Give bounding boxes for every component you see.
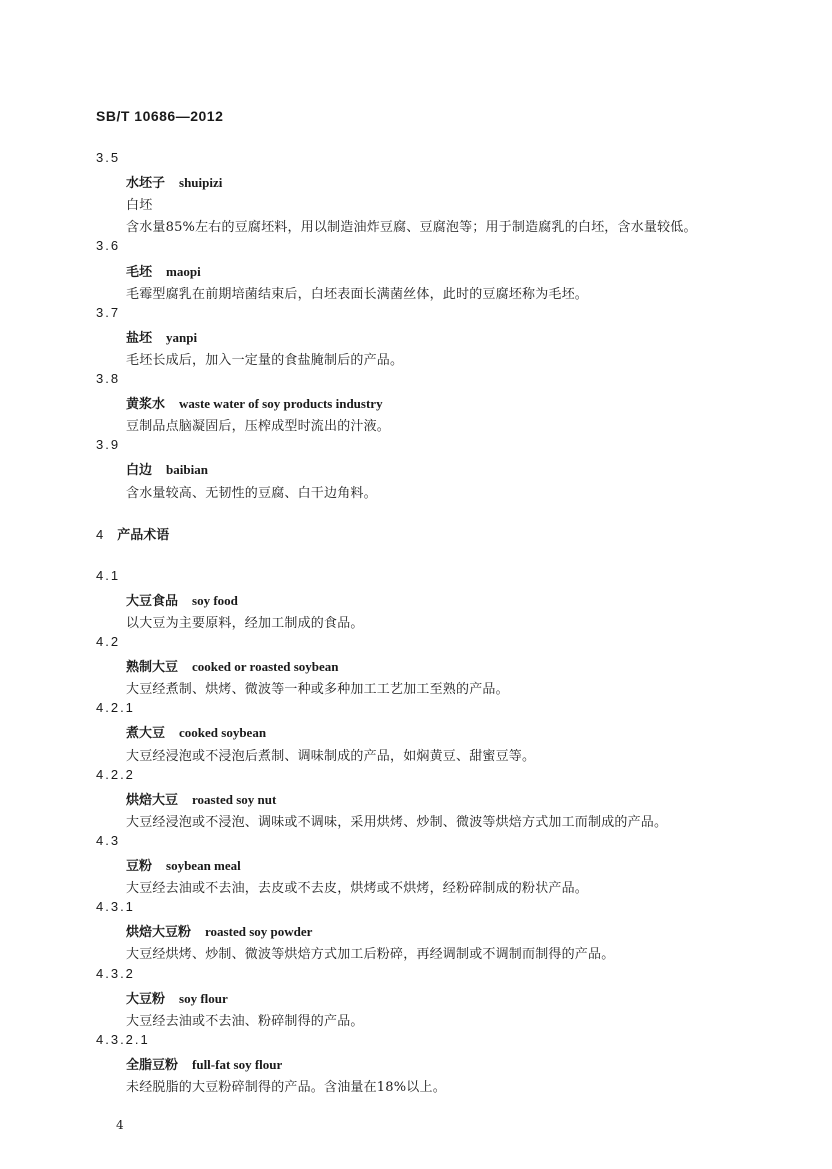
term-en: soy flour <box>179 990 228 1006</box>
clause-number: 4.1 <box>96 567 121 583</box>
term-en: yanpi <box>166 329 198 345</box>
term-definition: 白坯 <box>126 198 153 214</box>
term-heading <box>126 722 266 741</box>
clause-number: 4.3 <box>96 832 121 848</box>
term-heading <box>126 393 383 412</box>
term-en: shuipizi <box>179 175 223 191</box>
term-heading <box>126 1054 282 1073</box>
term-zh: 大豆食品 <box>126 593 179 609</box>
term-heading <box>126 656 339 675</box>
term-en: roasted soy nut <box>192 791 277 807</box>
section-number: 4 <box>96 526 104 542</box>
term-heading <box>126 789 276 808</box>
term-definition: 豆制品点脑凝固后，压榨成型时流出的汁液。 <box>126 419 391 435</box>
term-en: maopi <box>166 263 201 279</box>
term-definition: 未经脱脂的大豆粉碎制得的产品。含油量在18%以上。 <box>126 1080 446 1095</box>
term-en: roasted soy powder <box>205 924 313 940</box>
term-en: soybean meal <box>166 858 241 873</box>
document-header: SB/T 10686—2012 <box>96 108 224 124</box>
clause-number: 4.3.2.1 <box>96 1031 150 1047</box>
term-zh: 盐坯 <box>126 330 153 346</box>
term-definition: 大豆经去油或不去油，去皮或不去皮，烘烤或不烘烤，经粉碎制成的粉状产品。 <box>126 881 589 897</box>
term-definition: 大豆经浸泡或不浸泡后煮制、调味制成的产品，如焖黄豆、甜蜜豆等。 <box>126 748 536 764</box>
term-zh: 全脂豆粉 <box>126 1057 179 1073</box>
clause-number: 3.6 <box>96 238 121 254</box>
term-heading <box>126 921 312 940</box>
term-en: baibian <box>166 462 208 478</box>
term-en: cooked or roasted soybean <box>192 659 339 675</box>
term-heading <box>126 590 238 609</box>
term-zh: 烘焙大豆粉 <box>126 925 192 941</box>
clause-number: 4.3.2 <box>96 965 135 981</box>
term-heading <box>126 459 208 478</box>
term-zh: 黄浆水 <box>126 397 166 413</box>
term-zh: 煮大豆 <box>126 726 166 742</box>
clause-number: 3.5 <box>96 150 121 165</box>
term-definition: 含水量85%左右的豆腐坯料，用以制造油炸豆腐、豆腐泡等；用于制造腐乳的白坯，含水量较低。 <box>126 220 697 236</box>
term-definition: 大豆经去油或不去油、粉碎制得的产品。 <box>126 1013 364 1029</box>
term-definition: 大豆经煮制、烘烤、微波等一种或多种加工工艺加工至熟的产品。 <box>126 682 509 698</box>
term-definition: 含水量较高、无韧性的豆腐、白干边角料。 <box>126 485 377 501</box>
term-heading <box>126 327 197 346</box>
clause-number: 4.2 <box>96 634 121 649</box>
term-definition: 大豆经烘烤、炒制、微波等烘焙方式加工后粉碎，再经调制或不调制而制得的产品。 <box>126 947 615 963</box>
term-heading <box>126 988 228 1007</box>
term-zh: 白边 <box>126 463 153 479</box>
term-en: waste water of soy products industry <box>179 396 383 412</box>
clause-number: 3.7 <box>96 304 121 320</box>
term-en: soy food <box>192 592 238 608</box>
term-en: full-fat soy flour <box>192 1056 283 1072</box>
clause-number: 3.8 <box>96 371 121 386</box>
term-zh: 熟制大豆 <box>126 660 179 676</box>
clause-number: 4.2.1 <box>96 700 135 716</box>
clause-number: 4.2.2 <box>96 766 135 782</box>
page-number: 4 <box>116 1118 124 1132</box>
term-heading <box>126 172 222 191</box>
term-heading <box>126 261 201 280</box>
term-zh: 豆粉 <box>126 859 153 874</box>
term-en: cooked soybean <box>179 725 267 741</box>
term-definition: 大豆经浸泡或不浸泡、调味或不调味，采用烘烤、炒制、微波等烘焙方式加工而制成的产品。 <box>126 814 668 830</box>
term-zh: 水坯子 <box>126 176 166 192</box>
term-heading <box>126 855 241 874</box>
term-zh: 烘焙大豆 <box>126 792 179 808</box>
term-definition: 以大豆为主要原料，经加工制成的食品。 <box>126 615 364 631</box>
term-definition: 毛坯长成后，加入一定量的食盐腌制后的产品。 <box>126 352 404 368</box>
clause-number: 3.9 <box>96 437 121 453</box>
term-zh: 毛坯 <box>126 264 153 280</box>
section-heading <box>96 524 169 543</box>
term-zh: 大豆粉 <box>126 991 166 1007</box>
clause-number: 4.3.1 <box>96 899 135 915</box>
section-title: 产品术语 <box>117 527 170 543</box>
term-definition: 毛霉型腐乳在前期培菌结束后，白坯表面长满菌丝体，此时的豆腐坯称为毛坯。 <box>126 286 589 302</box>
